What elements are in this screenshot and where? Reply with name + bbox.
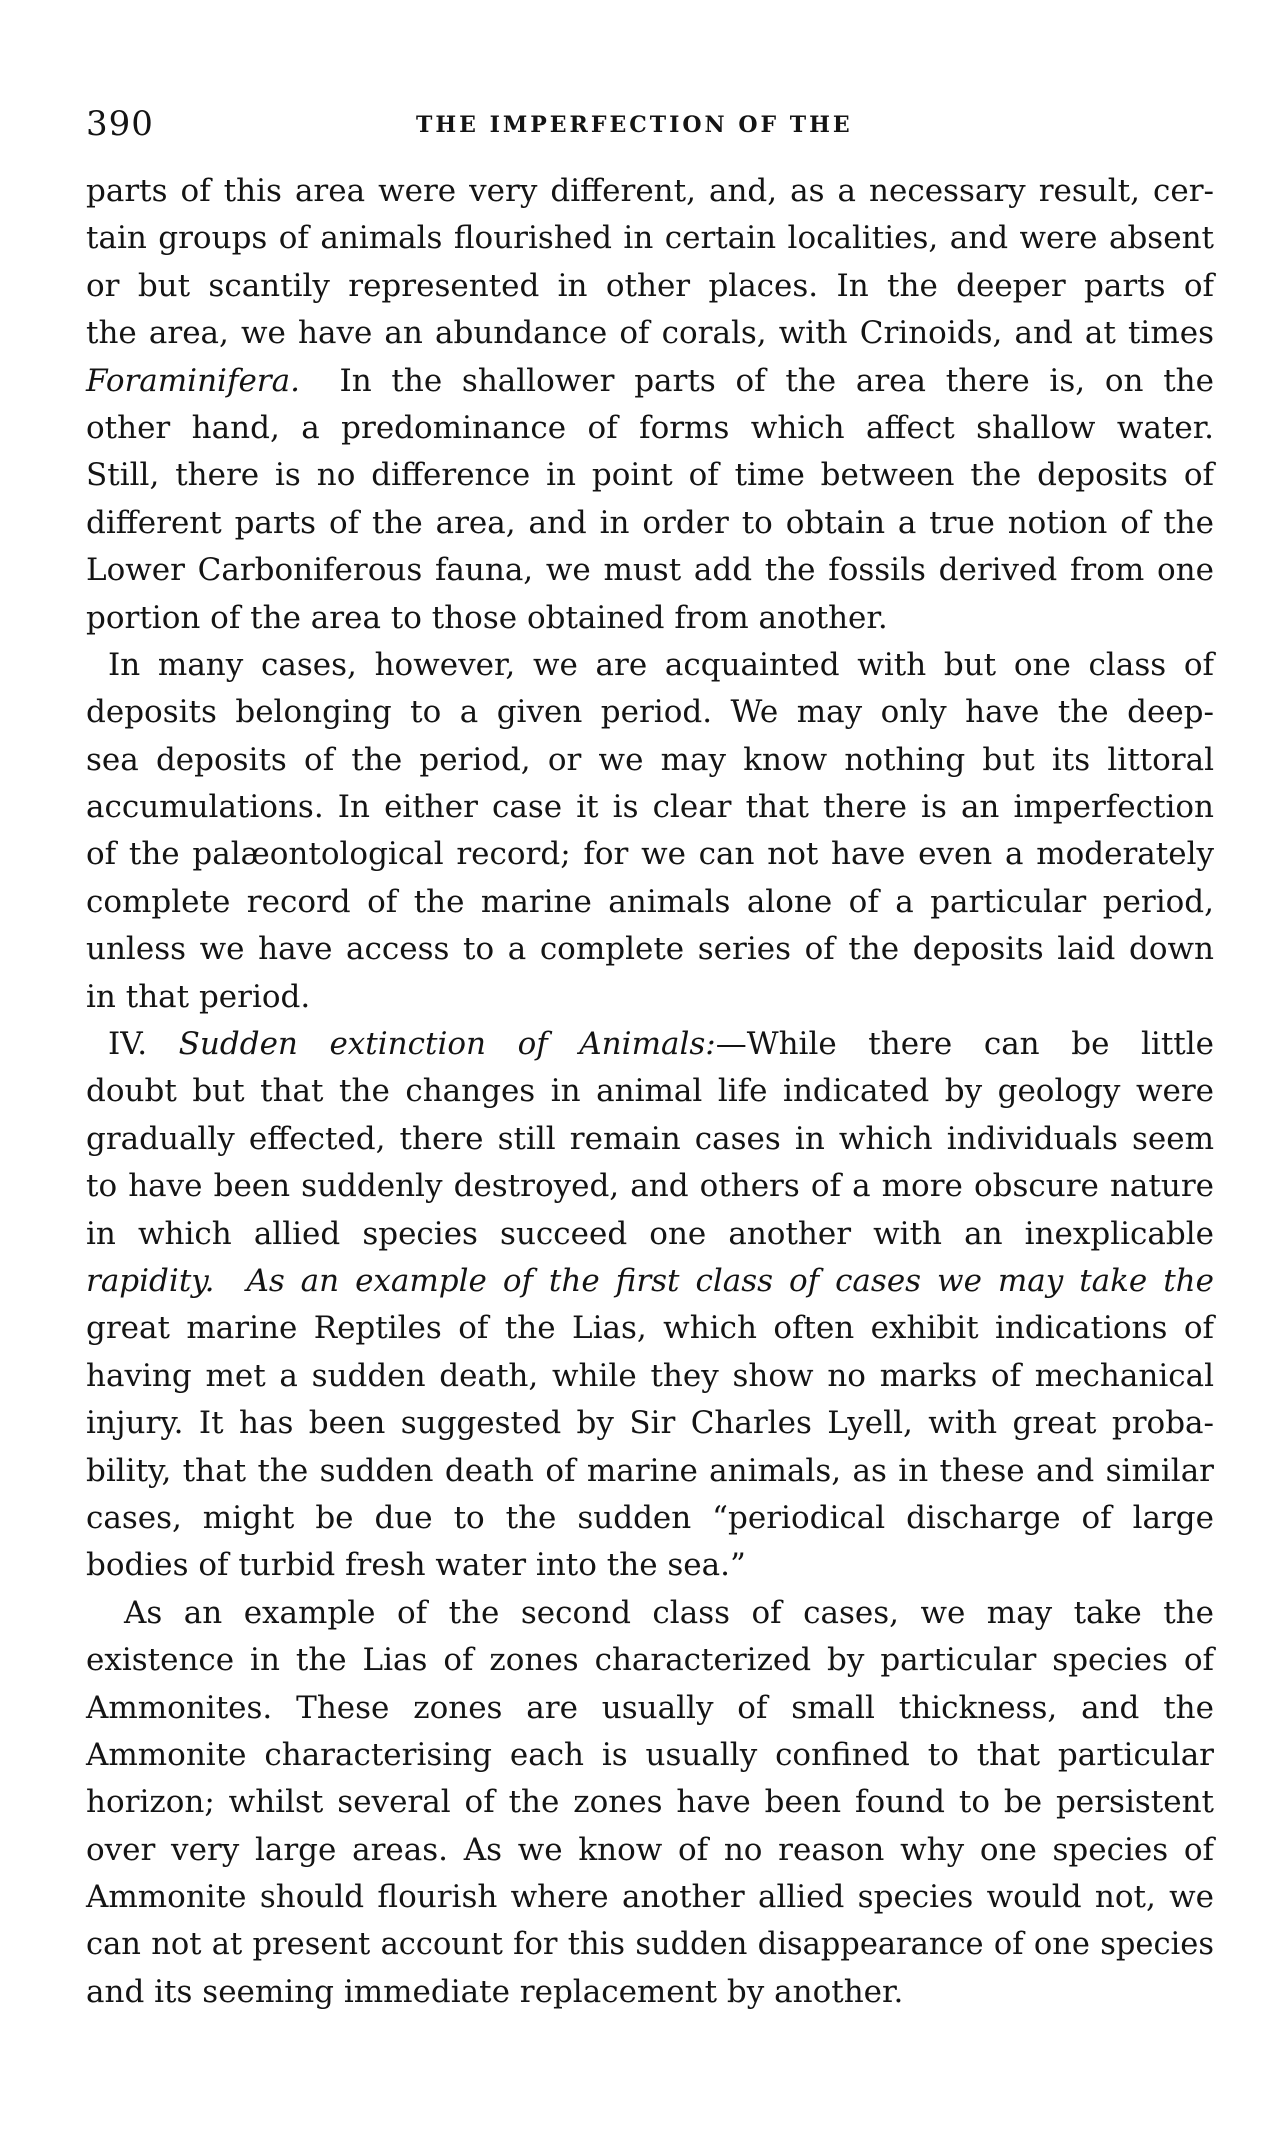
- text-line: bodies of turbid fresh water into the sea.”: [86, 1547, 746, 1584]
- text-line: in which allied species succeed one another with an inexplicable: [86, 1215, 1214, 1252]
- section-title: Sudden extinction of Animals:: [178, 1026, 716, 1063]
- text-line: complete record of the marine animals alone of a particular period,: [86, 883, 1214, 920]
- text-line: bility, that the sudden death of marine animals, as in these and similar: [86, 1452, 1214, 1489]
- page-body: [86, 168, 1214, 2016]
- italic-phrase: As an example of the first class of cases we may take the: [246, 1262, 1214, 1299]
- paragraph-4: [86, 1590, 1214, 2017]
- text-line: doubt but that the changes in animal life indicated by geology were: [86, 1073, 1214, 1110]
- text-line: different parts of the area, and in order to obtain a true notion of the: [86, 504, 1214, 541]
- section-number: IV.: [108, 1026, 148, 1063]
- text-line: In many cases, however, we are acquainted with but one class of: [108, 646, 1214, 683]
- text-line: accumulations. In either case it is clear that there is an imperfection: [86, 789, 1214, 826]
- text-line: parts of this area were very different, and, as a necessary result, cer-: [86, 173, 1214, 209]
- text-line: cases, might be due to the sudden “periodical discharge of large: [86, 1499, 1214, 1536]
- text-line: can not at present account for this sudden disappearance of one species: [86, 1927, 1214, 1963]
- text-line: over very large areas. As we know of no reason why one species of: [86, 1831, 1214, 1868]
- text-line: gradually effected, there still remain cases in which individuals seem: [86, 1120, 1214, 1157]
- text-line: [86, 358, 1214, 405]
- text-line: or but scantily represented in other places. In the deeper parts of: [86, 267, 1214, 304]
- text-line: [86, 1258, 1214, 1305]
- text-line-rest: In the shallower parts of the area there is, on the: [299, 362, 1214, 399]
- text-line: existence in the Lias of zones characterized by particular species of: [86, 1642, 1214, 1679]
- text-line: of the palæontological record; for we can not have even a moderately: [86, 836, 1214, 873]
- text-line: Lower Carboniferous fauna, we must add the fossils derived from one: [86, 552, 1214, 589]
- text-line: Still, there is no difference in point of time between the deposits of: [86, 457, 1214, 494]
- section-heading-line: [86, 1021, 1214, 1068]
- paragraph-3: [86, 1021, 1214, 1590]
- text-line: unless we have access to a complete series of the deposits laid down: [86, 931, 1214, 968]
- text-line: horizon; whilst several of the zones have been found to be persistent: [86, 1784, 1214, 1821]
- text-line: injury. It has been suggested by Sir Charles Lyell, with great proba-: [86, 1405, 1214, 1442]
- italic-term: Foraminifera.: [86, 362, 300, 399]
- text-line: and its seeming immediate replacement by another.: [86, 1973, 904, 2010]
- text-line: portion of the area to those obtained from another.: [86, 599, 888, 636]
- text-line: As an example of the second class of cases, we may take the: [124, 1594, 1214, 1631]
- text-line: to have been suddenly destroyed, and others of a more obscure nature: [86, 1168, 1214, 1205]
- text-line: having met a sudden death, while they show no marks of mechanical: [86, 1357, 1214, 1394]
- page-number: 390: [86, 104, 154, 144]
- italic-phrase: rapidity.: [86, 1262, 215, 1299]
- page-header: [86, 104, 1214, 154]
- text-line: Ammonites. These zones are usually of small thickness, and the: [86, 1689, 1214, 1726]
- text-line: tain groups of animals flourished in certain localities, and were absent: [86, 220, 1214, 257]
- running-head: THE IMPERFECTION OF THE: [416, 112, 853, 138]
- section-heading-rest: —While there can be little: [715, 1026, 1215, 1063]
- text-line: deposits belonging to a given period. We may only have the deep-: [86, 694, 1214, 731]
- paragraph-1: [86, 168, 1214, 642]
- paragraph-2: [86, 642, 1214, 1021]
- text-line: great marine Reptiles of the Lias, which often exhibit indications of: [86, 1310, 1214, 1347]
- text-line: the area, we have an abundance of corals, with Crinoids, and at times: [86, 315, 1214, 352]
- text-line: Ammonite characterising each is usually confined to that particular: [86, 1736, 1214, 1773]
- text-line: sea deposits of the period, or we may know nothing but its littoral: [86, 741, 1214, 778]
- text-line: Ammonite should flourish where another allied species would not, we: [86, 1879, 1214, 1916]
- text-line: in that period.: [86, 978, 311, 1015]
- text-line: other hand, a predominance of forms which affect shallow water.: [86, 409, 1214, 446]
